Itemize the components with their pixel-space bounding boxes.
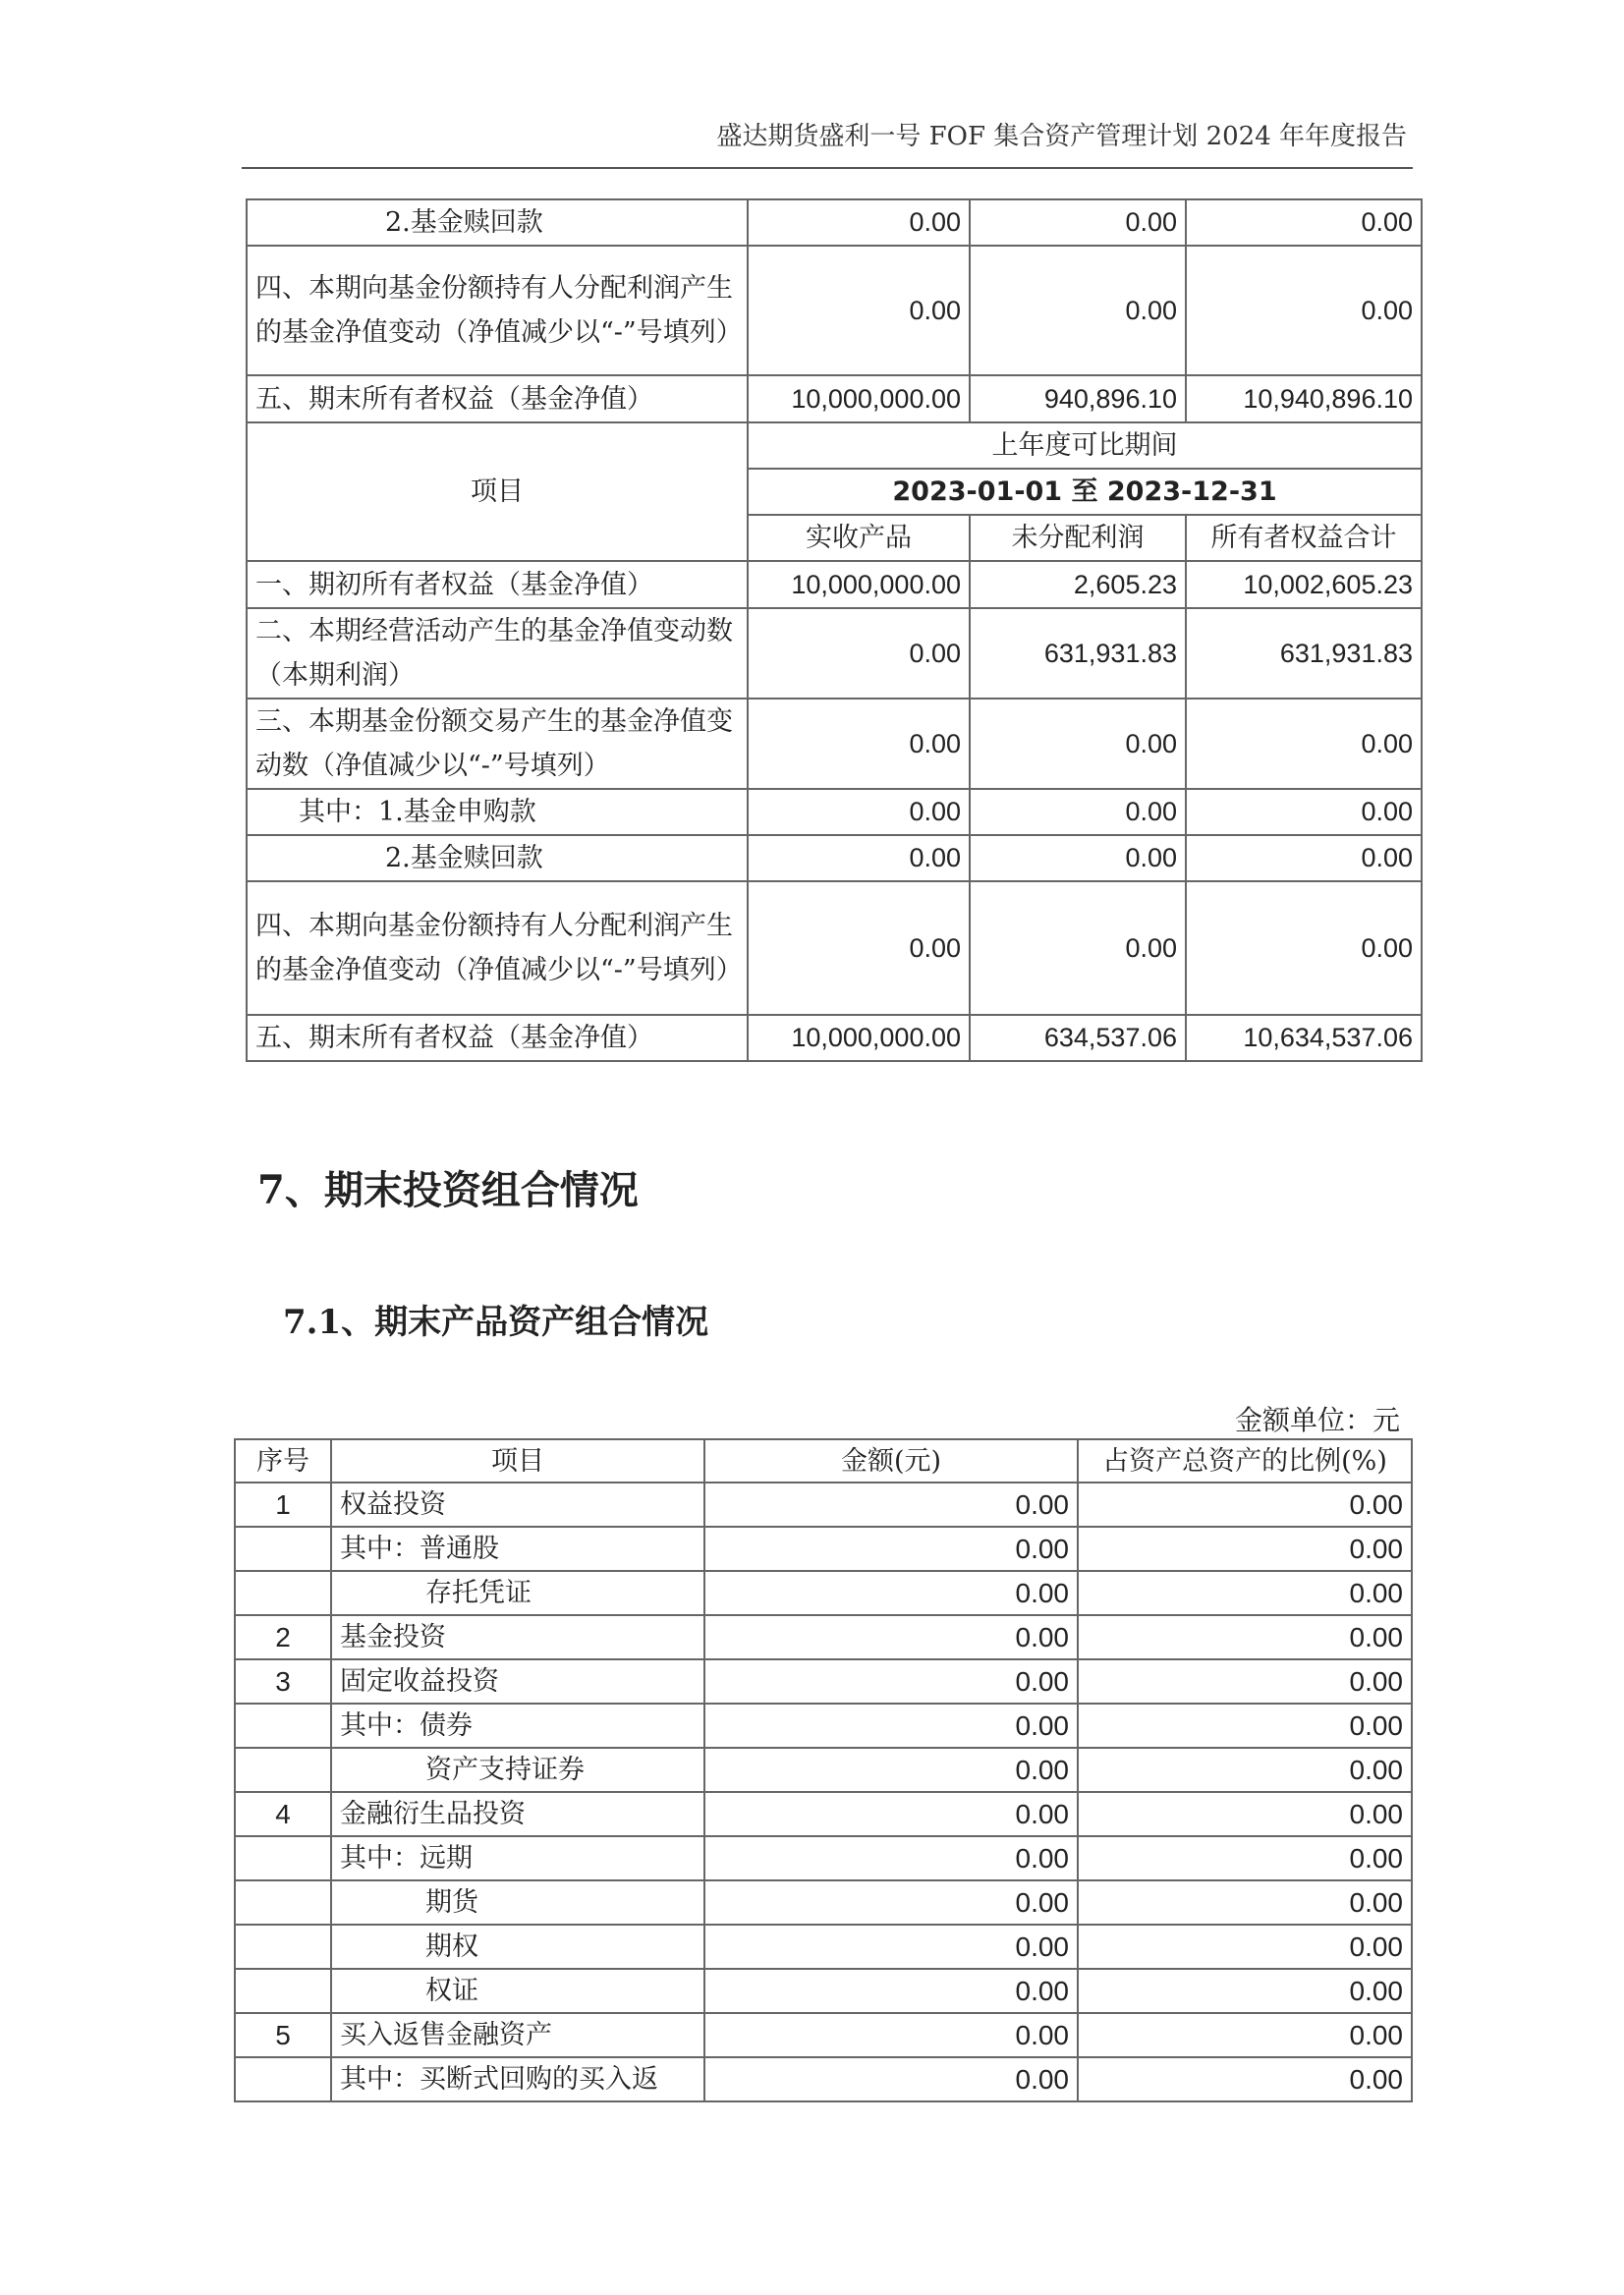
row-item: 金融衍生品投资 (331, 1792, 704, 1836)
row-amount: 0.00 (704, 1704, 1078, 1748)
row-ratio: 0.00 (1078, 1571, 1412, 1615)
row-amount: 0.00 (704, 1836, 1078, 1880)
row-amount: 0.00 (704, 1880, 1078, 1925)
table-row (235, 1615, 1412, 1659)
cell-value: 2,605.23 (970, 561, 1186, 608)
row-item: 权益投资 (331, 1483, 704, 1527)
row-number (235, 1836, 331, 1880)
row-label: 三、本期基金份额交易产生的基金净值变动数（净值减少以“-”号填列） (247, 699, 748, 789)
row-label: 2.基金赎回款 (247, 199, 748, 246)
period-range: 2023-01-01 至 2023-12-31 (748, 469, 1422, 515)
cell-value: 0.00 (1186, 699, 1422, 789)
row-amount: 0.00 (704, 1483, 1078, 1527)
table-row (235, 2057, 1412, 2101)
table-row (235, 1527, 1412, 1571)
table-row (247, 561, 1422, 608)
column-header: 实收产品 (748, 515, 970, 561)
row-label: 五、期末所有者权益（基金净值） (247, 375, 748, 422)
column-header: 所有者权益合计 (1186, 515, 1422, 561)
table-row (247, 375, 1422, 422)
row-amount: 0.00 (704, 2057, 1078, 2101)
row-ratio: 0.00 (1078, 1615, 1412, 1659)
table-header-row (235, 1439, 1412, 1483)
row-item: 其中：远期 (331, 1836, 704, 1880)
table-row (247, 881, 1422, 1015)
table-row (247, 1015, 1422, 1061)
table-row (235, 1925, 1412, 1969)
portfolio-table (234, 1438, 1413, 2102)
row-number: 3 (235, 1659, 331, 1704)
row-amount: 0.00 (704, 1969, 1078, 2013)
row-ratio: 0.00 (1078, 1836, 1412, 1880)
row-amount: 0.00 (704, 1527, 1078, 1571)
row-amount: 0.00 (704, 1615, 1078, 1659)
cell-value: 0.00 (970, 789, 1186, 835)
header-rule (242, 167, 1413, 169)
row-number: 4 (235, 1792, 331, 1836)
row-label: 五、期末所有者权益（基金净值） (247, 1015, 748, 1061)
table-row (235, 1571, 1412, 1615)
column-header: 序号 (235, 1439, 331, 1483)
cell-value: 634,537.06 (970, 1015, 1186, 1061)
row-label: 四、本期向基金份额持有人分配利润产生的基金净值变动（净值减少以“-”号填列） (247, 881, 748, 1015)
cell-value: 10,000,000.00 (748, 375, 970, 422)
cell-value: 0.00 (748, 199, 970, 246)
unit-note: 金额单位：元 (1234, 1404, 1400, 1436)
cell-value: 0.00 (1186, 199, 1422, 246)
cell-value: 0.00 (970, 835, 1186, 881)
table-row (235, 1704, 1412, 1748)
table-row (247, 246, 1422, 375)
cell-value: 10,000,000.00 (748, 1015, 970, 1061)
period-title: 上年度可比期间 (748, 422, 1422, 469)
table-row (235, 2013, 1412, 2057)
row-label: 2.基金赎回款 (247, 835, 748, 881)
cell-value: 0.00 (748, 835, 970, 881)
cell-value: 0.00 (1186, 789, 1422, 835)
row-ratio: 0.00 (1078, 2013, 1412, 2057)
row-ratio: 0.00 (1078, 1748, 1412, 1792)
row-number: 1 (235, 1483, 331, 1527)
row-item: 权证 (331, 1969, 704, 2013)
cell-value: 940,896.10 (970, 375, 1186, 422)
cell-value: 631,931.83 (1186, 608, 1422, 699)
row-item: 固定收益投资 (331, 1659, 704, 1704)
row-number (235, 2057, 331, 2101)
row-amount: 0.00 (704, 1925, 1078, 1969)
table-row (235, 1483, 1412, 1527)
cell-value: 10,940,896.10 (1186, 375, 1422, 422)
cell-value: 0.00 (970, 881, 1186, 1015)
table-header-row (247, 422, 1422, 469)
row-number (235, 1571, 331, 1615)
row-label: 一、期初所有者权益（基金净值） (247, 561, 748, 608)
report-header: 盛达期货盛利一号 FOF 集合资产管理计划 2024 年年度报告 (716, 122, 1407, 151)
cell-value: 0.00 (1186, 835, 1422, 881)
table-row (235, 1836, 1412, 1880)
item-header: 项目 (247, 422, 748, 561)
row-number (235, 1925, 331, 1969)
table-row (247, 199, 1422, 246)
row-item: 存托凭证 (331, 1571, 704, 1615)
cell-value: 10,000,000.00 (748, 561, 970, 608)
row-item: 期权 (331, 1925, 704, 1969)
column-header: 金额(元) (704, 1439, 1078, 1483)
row-ratio: 0.00 (1078, 1704, 1412, 1748)
row-label: 四、本期向基金份额持有人分配利润产生的基金净值变动（净值减少以“-”号填列） (247, 246, 748, 375)
table-row (247, 608, 1422, 699)
cell-value: 0.00 (748, 881, 970, 1015)
cell-value: 0.00 (970, 246, 1186, 375)
row-item: 期货 (331, 1880, 704, 1925)
row-item: 买入返售金融资产 (331, 2013, 704, 2057)
row-ratio: 0.00 (1078, 1527, 1412, 1571)
row-amount: 0.00 (704, 1659, 1078, 1704)
row-number: 5 (235, 2013, 331, 2057)
row-ratio: 0.00 (1078, 1483, 1412, 1527)
row-item: 其中：买断式回购的买入返 (331, 2057, 704, 2101)
row-item: 资产支持证券 (331, 1748, 704, 1792)
table-row (247, 699, 1422, 789)
row-number (235, 1969, 331, 2013)
row-ratio: 0.00 (1078, 1925, 1412, 1969)
cell-value: 0.00 (1186, 246, 1422, 375)
row-number (235, 1880, 331, 1925)
table-row (235, 1792, 1412, 1836)
row-label: 其中：1.基金申购款 (247, 789, 748, 835)
row-ratio: 0.00 (1078, 1659, 1412, 1704)
cell-value: 0.00 (748, 246, 970, 375)
cell-value: 0.00 (970, 199, 1186, 246)
owners-equity-change-table (246, 198, 1423, 1062)
cell-value: 10,002,605.23 (1186, 561, 1422, 608)
subsection-heading: 7.1、期末产品资产组合情况 (283, 1303, 709, 1342)
cell-value: 631,931.83 (970, 608, 1186, 699)
table-row (247, 789, 1422, 835)
row-number (235, 1748, 331, 1792)
row-ratio: 0.00 (1078, 1969, 1412, 2013)
row-label: 二、本期经营活动产生的基金净值变动数（本期利润） (247, 608, 748, 699)
column-header: 占资产总资产的比例(%) (1078, 1439, 1412, 1483)
cell-value: 0.00 (1186, 881, 1422, 1015)
row-amount: 0.00 (704, 1571, 1078, 1615)
row-amount: 0.00 (704, 1748, 1078, 1792)
row-ratio: 0.00 (1078, 1792, 1412, 1836)
table-row (235, 1969, 1412, 2013)
cell-value: 0.00 (748, 699, 970, 789)
row-item: 基金投资 (331, 1615, 704, 1659)
table-row (235, 1748, 1412, 1792)
row-item: 其中：普通股 (331, 1527, 704, 1571)
section-heading: 7、期末投资组合情况 (257, 1167, 639, 1213)
table-row (235, 1880, 1412, 1925)
cell-value: 0.00 (748, 608, 970, 699)
row-number: 2 (235, 1615, 331, 1659)
column-header: 项目 (331, 1439, 704, 1483)
column-header: 未分配利润 (970, 515, 1186, 561)
cell-value: 0.00 (748, 789, 970, 835)
row-ratio: 0.00 (1078, 2057, 1412, 2101)
row-number (235, 1527, 331, 1571)
table-row (235, 1659, 1412, 1704)
table-row (247, 835, 1422, 881)
row-number (235, 1704, 331, 1748)
cell-value: 0.00 (970, 699, 1186, 789)
cell-value: 10,634,537.06 (1186, 1015, 1422, 1061)
row-amount: 0.00 (704, 2013, 1078, 2057)
row-item: 其中：债券 (331, 1704, 704, 1748)
row-ratio: 0.00 (1078, 1880, 1412, 1925)
row-amount: 0.00 (704, 1792, 1078, 1836)
